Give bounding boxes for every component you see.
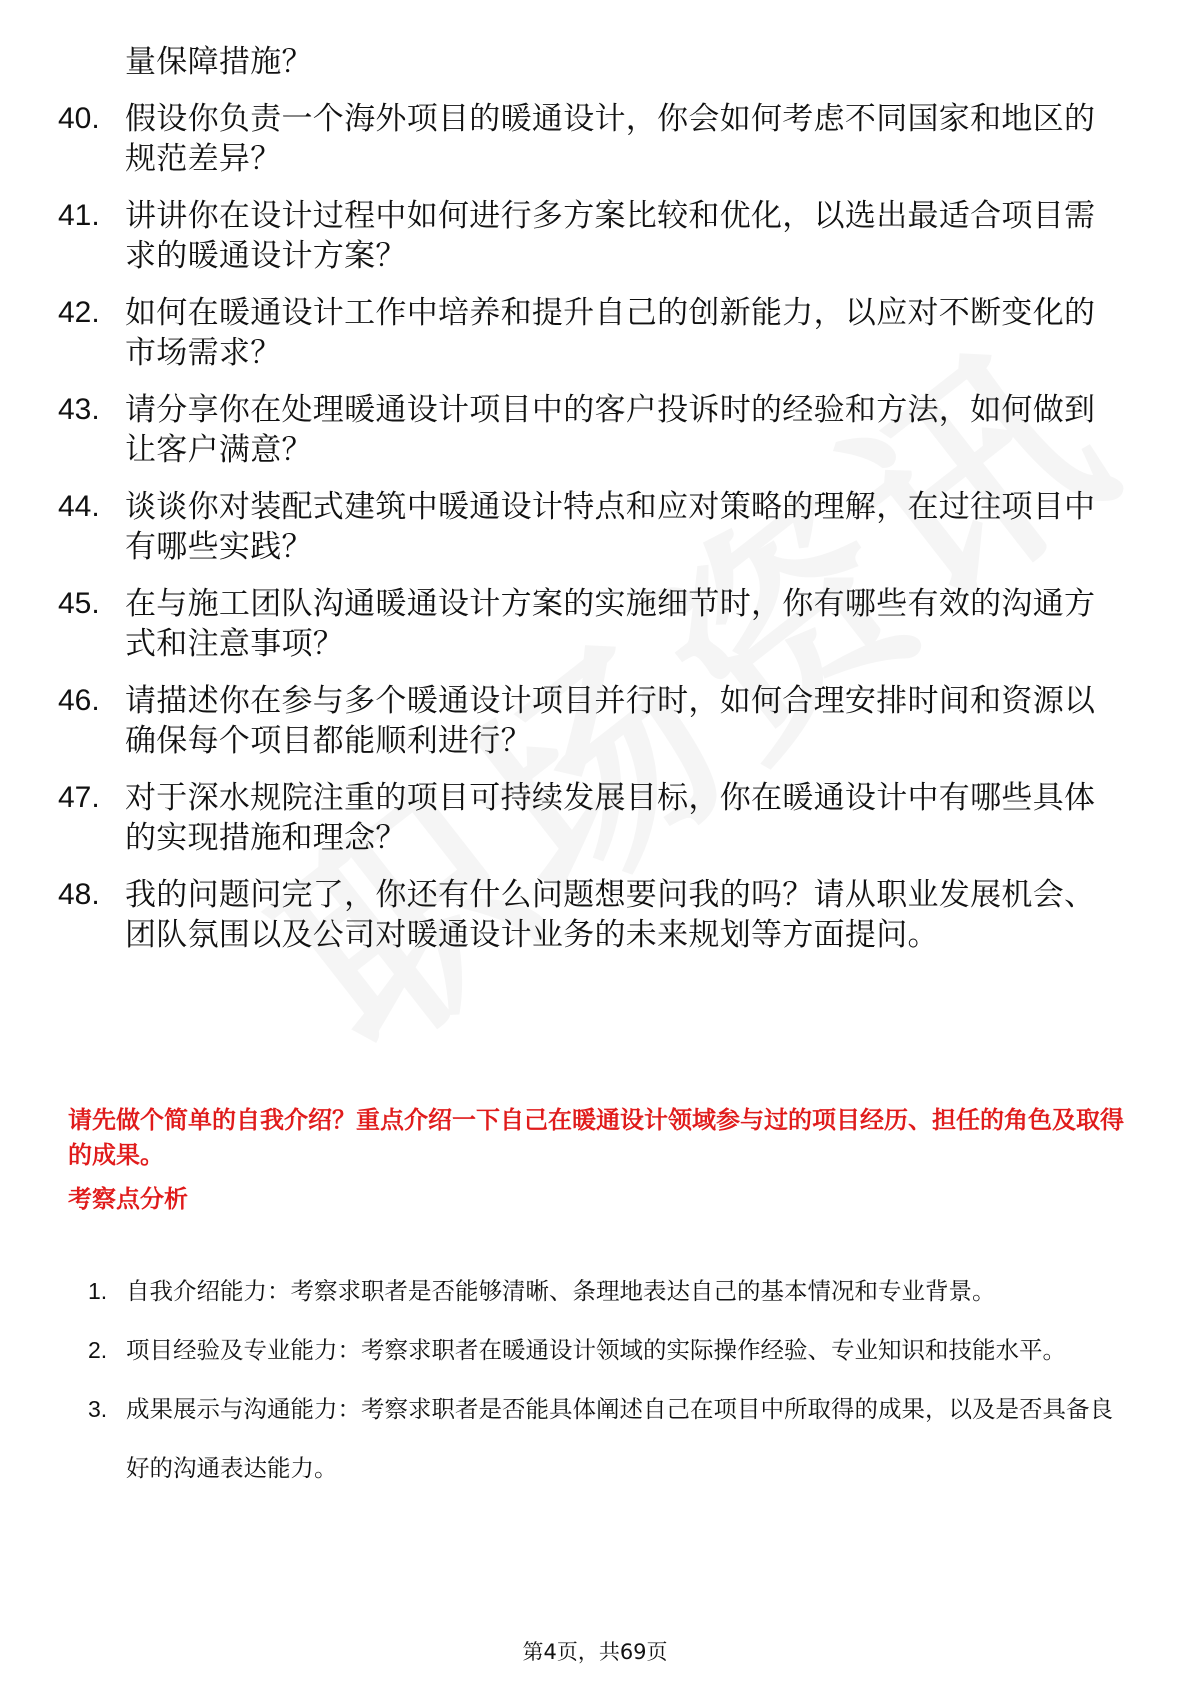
question-number: 41. <box>58 199 100 232</box>
question-number: 47. <box>58 781 100 814</box>
question-text: 谈谈你对装配式建筑中暖通设计特点和应对策略的理解，在过往项目中有哪些实践？ <box>125 489 1096 565</box>
question-text: 假设你负责一个海外项目的暖通设计，你会如何考虑不同国家和地区的规范差异？ <box>125 101 1096 177</box>
analysis-heading: 考察点分析 <box>68 1185 188 1213</box>
question-number: 46. <box>58 684 100 717</box>
question-text: 请分享你在处理暖通设计项目中的客户投诉时的经验和方法，如何做到让客户满意？ <box>125 392 1096 468</box>
question-item <box>58 875 1118 955</box>
analysis-text: 项目经验及专业能力：考察求职者在暖通设计领域的实际操作经验、专业知识和技能水平。 <box>126 1336 1066 1364</box>
question-item <box>58 778 1118 858</box>
analysis-number: 3. <box>88 1396 108 1422</box>
question-item <box>58 584 1118 664</box>
question-text: 对于深水规院注重的项目可持续发展目标，你在暖通设计中有哪些具体的实现措施和理念？ <box>125 780 1096 856</box>
question-number: 42. <box>58 296 100 329</box>
question-list <box>58 42 1118 972</box>
question-item <box>58 390 1118 470</box>
question-item <box>58 487 1118 567</box>
question-text: 量保障措施？ <box>125 44 313 80</box>
question-text: 讲讲你在设计过程中如何进行多方案比较和优化，以选出最适合项目需求的暖通设计方案？ <box>125 198 1096 274</box>
question-text: 我的问题问完了，你还有什么问题想要问我的吗？请从职业发展机会、团队氛围以及公司对暖通设计业务的未来规划等方面提问。 <box>125 877 1096 953</box>
question-item <box>58 196 1118 276</box>
question-number: 40. <box>58 102 100 135</box>
analysis-text: 成果展示与沟通能力：考察求职者是否能具体阐述自己在项目中所取得的成果，以及是否具备良好的沟通表达能力。 <box>126 1395 1113 1482</box>
question-item <box>58 293 1118 373</box>
analysis-item <box>88 1380 1128 1498</box>
question-text: 请描述你在参与多个暖通设计项目并行时，如何合理安排时间和资源以确保每个项目都能顺利进行？ <box>125 683 1096 759</box>
analysis-number: 1. <box>88 1278 108 1304</box>
page-footer: 第4页，共69页 <box>522 1640 668 1664</box>
question-number: 48. <box>58 878 100 911</box>
analysis-number: 2. <box>88 1337 108 1363</box>
analysis-list <box>88 1262 1128 1498</box>
question-item <box>58 42 1118 82</box>
question-number: 45. <box>58 587 100 620</box>
question-text: 在与施工团队沟通暖通设计方案的实施细节时，你有哪些有效的沟通方式和注意事项？ <box>125 586 1096 662</box>
question-number: 43. <box>58 393 100 426</box>
question-number: 44. <box>58 490 100 523</box>
featured-question: 请先做个简单的自我介绍？重点介绍一下自己在暖通设计领域参与过的项目经历、担任的角色及取得的成果。 <box>68 1106 1124 1169</box>
question-item <box>58 681 1118 761</box>
analysis-text: 自我介绍能力：考察求职者是否能够清晰、条理地表达自己的基本情况和专业背景。 <box>126 1277 996 1305</box>
question-item <box>58 99 1118 179</box>
question-text: 如何在暖通设计工作中培养和提升自己的创新能力，以应对不断变化的市场需求？ <box>125 295 1096 371</box>
analysis-item <box>88 1262 1128 1321</box>
analysis-item <box>88 1321 1128 1380</box>
